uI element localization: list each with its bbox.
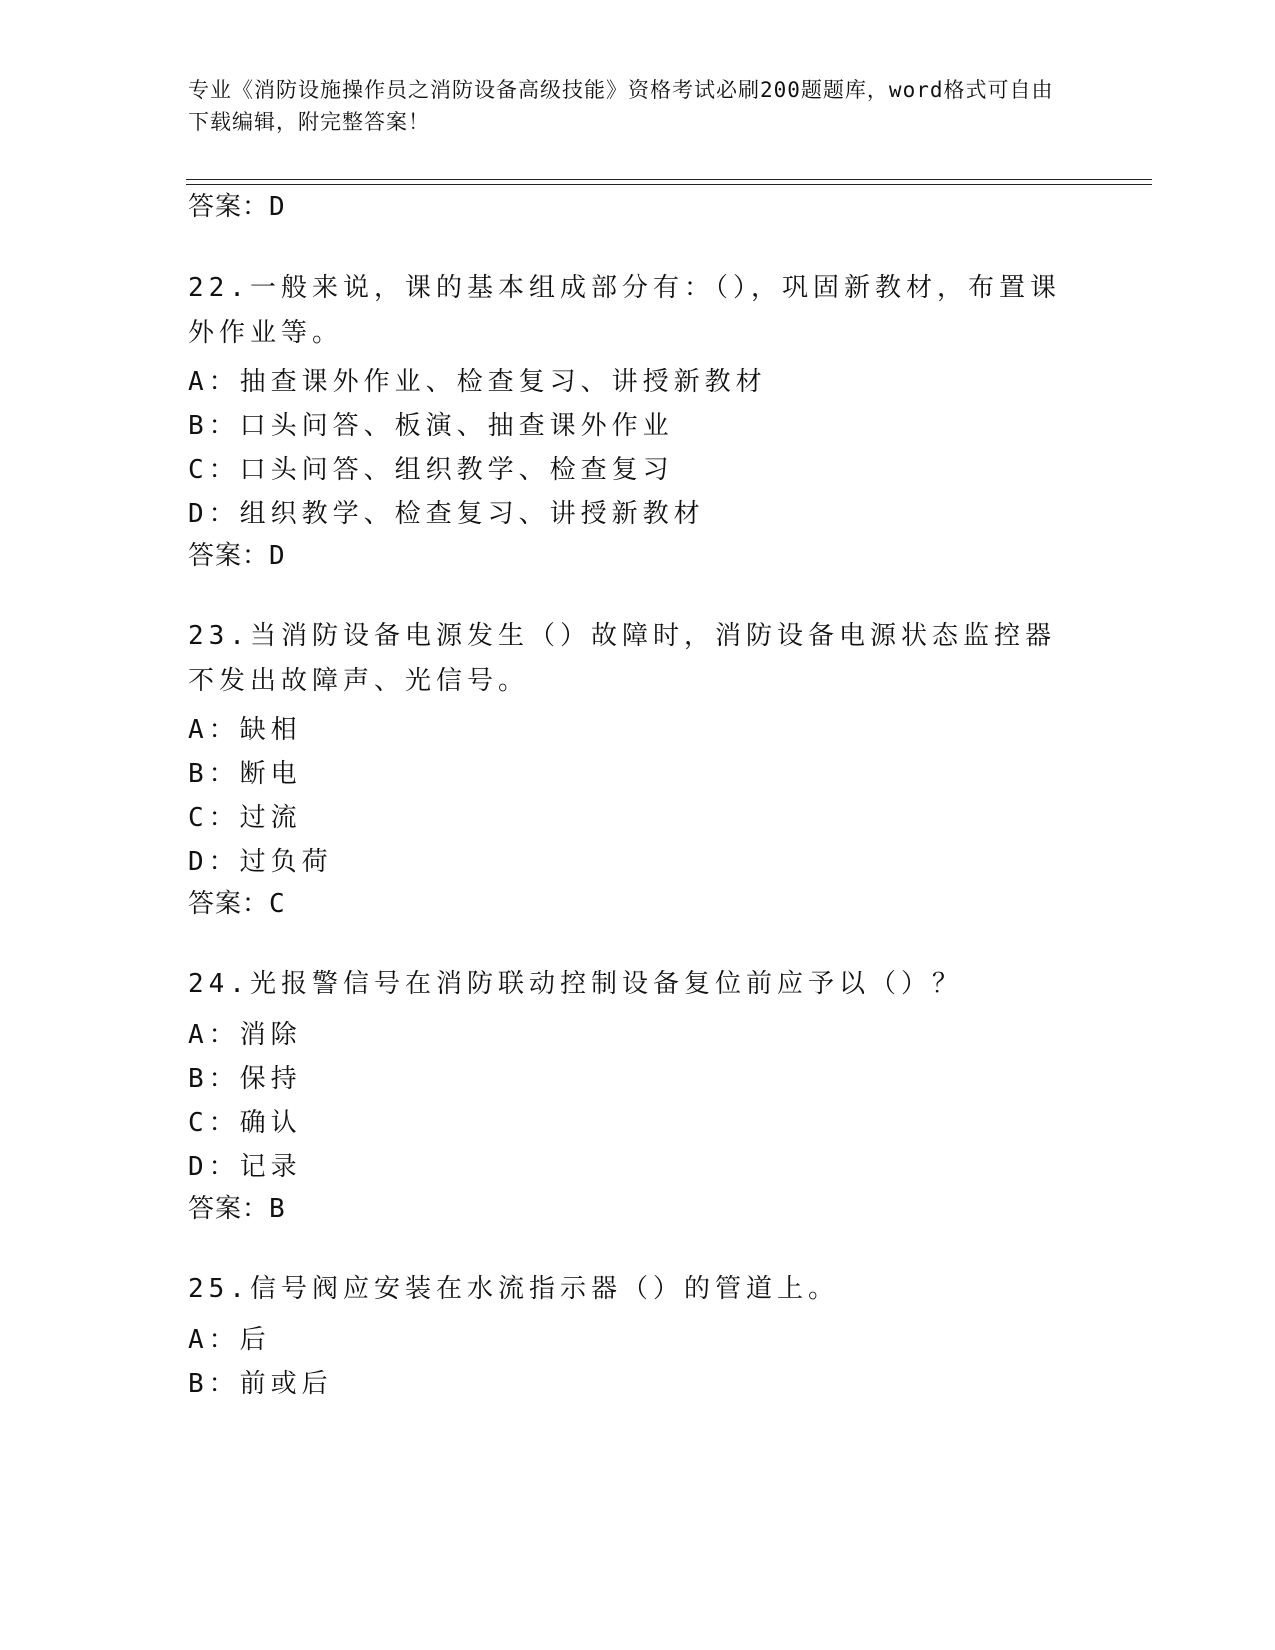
- header-rule-top: [186, 179, 1152, 180]
- option-b: B：断电: [188, 759, 302, 789]
- option-a: A：抽查课外作业、检查复习、讲授新教材: [188, 367, 767, 397]
- answer-line: 答案：B: [188, 1194, 286, 1224]
- option-c: C：口头问答、组织教学、检查复习: [188, 455, 674, 485]
- option-d: D：过负荷: [188, 847, 333, 877]
- answer-line: 答案：D: [188, 192, 286, 222]
- answer-line: 答案：C: [188, 889, 286, 919]
- answer-line: 答案：D: [188, 541, 286, 571]
- question-stem: 22.一般来说，课的基本组成部分有：（），巩固新教材，布置课外作业等。: [188, 273, 1061, 348]
- question-stem: 25.信号阀应安装在水流指示器（）的管道上。: [188, 1274, 839, 1304]
- header-rule-bottom: [186, 184, 1152, 185]
- option-b: B：前或后: [188, 1369, 333, 1399]
- question-stem: 24.光报警信号在消防联动控制设备复位前应予以（）？: [188, 969, 963, 999]
- document-header: 专业《消防设施操作员之消防设备高级技能》资格考试必刷200题题库，word格式可自由下载编辑，附完整答案！: [188, 78, 1054, 134]
- question-stem: 23.当消防设备电源发生（）故障时，消防设备电源状态监控器不发出故障声、光信号。: [188, 621, 1056, 696]
- option-a: A：缺相: [188, 715, 302, 745]
- option-b: B：保持: [188, 1064, 302, 1094]
- option-a: A：消除: [188, 1020, 302, 1050]
- option-c: C：过流: [188, 803, 302, 833]
- option-d: D：记录: [188, 1152, 302, 1182]
- option-d: D：组织教学、检查复习、讲授新教材: [188, 499, 705, 529]
- option-b: B：口头问答、板演、抽查课外作业: [188, 411, 674, 441]
- option-a: A：后: [188, 1325, 271, 1355]
- option-c: C：确认: [188, 1108, 302, 1138]
